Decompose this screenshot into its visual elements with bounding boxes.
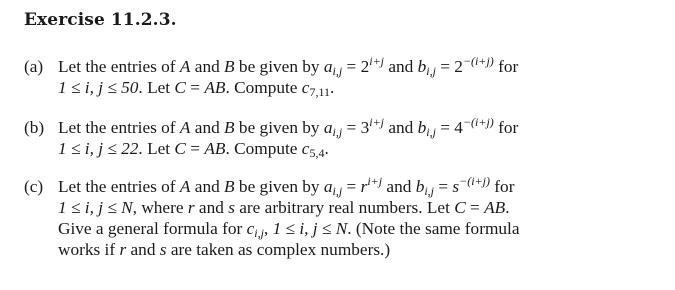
part-c-text: Give a general formula for (58, 219, 247, 238)
part-a (24, 56, 664, 98)
target-entry-subscript: 5,4 (309, 146, 325, 160)
entry-a-symbol: a (323, 57, 333, 76)
equals-sign: = (435, 118, 455, 137)
matrix-a-var: A (179, 57, 191, 76)
entry-a-exponent: i+j (369, 54, 384, 68)
entry-b-symbol: b (417, 57, 427, 76)
variable-r: r (119, 240, 127, 259)
part-a-text: and (190, 57, 225, 76)
part-c-label: (c) (24, 177, 44, 196)
part-c-text: . (505, 198, 510, 217)
entry-b-base: 2 (454, 57, 463, 76)
product-ab: AB (484, 198, 506, 217)
part-b-text: for (493, 118, 519, 137)
entry-a-exponent: i+j (367, 174, 383, 188)
part-b-text: and (190, 118, 225, 137)
product-ab: AB (204, 139, 226, 158)
entry-b-base: 4 (454, 118, 463, 137)
target-entry-symbol: c (301, 78, 310, 97)
entry-b-exponent: −(i+j) (459, 174, 490, 188)
index-range: 1 ≤ i, j ≤ 50 (58, 78, 139, 97)
target-entry-symbol: c (301, 139, 310, 158)
part-c (24, 176, 664, 260)
entry-a-base: r (360, 177, 368, 196)
part-b (24, 117, 664, 159)
matrix-c-var: C (174, 139, 186, 158)
part-a-line-1 (24, 56, 664, 77)
part-c-text: be given by (234, 177, 324, 196)
entry-a-symbol: a (323, 177, 333, 196)
matrix-b-var: B (224, 118, 235, 137)
matrix-a-var: A (179, 177, 191, 196)
part-a-text: be given by (234, 57, 324, 76)
variable-s: s (228, 198, 235, 217)
matrix-c-var: C (454, 198, 466, 217)
part-a-text: . (330, 78, 335, 97)
part-a-text: Let the entries of (58, 57, 180, 76)
entry-b-subscript: i,j (424, 184, 434, 198)
equals-sign: = (185, 78, 205, 97)
equals-sign: = (435, 57, 455, 76)
entry-a-subscript: i,j (332, 184, 343, 198)
part-c-text: for (489, 177, 515, 196)
equals-sign: = (434, 177, 453, 196)
entry-b-exponent: −(i+j) (462, 54, 494, 68)
entry-c-subscript: i,j (254, 226, 264, 240)
equals-sign: = (185, 139, 205, 158)
index-range: 1 ≤ i, j ≤ N (272, 219, 348, 238)
entry-a-exponent: i+j (369, 115, 384, 129)
part-b-line-1 (24, 117, 664, 138)
part-c-text: and (190, 177, 225, 196)
entry-a-base: 3 (360, 118, 370, 137)
equals-sign: = (342, 57, 361, 76)
entry-a-subscript: i,j (332, 64, 343, 78)
index-range: 1 ≤ i, j ≤ 22 (58, 139, 139, 158)
part-c-line-1 (24, 176, 664, 197)
equals-sign: = (465, 198, 485, 217)
entry-b-symbol: b (417, 118, 427, 137)
part-a-text: . Let (138, 78, 175, 97)
part-b-line-2 (24, 138, 664, 159)
part-c-line-3 (24, 218, 664, 239)
matrix-c-var: C (174, 78, 186, 97)
entry-b-subscript: i,j (426, 125, 436, 139)
part-b-text: be given by (234, 118, 324, 137)
part-c-text: , where (132, 198, 188, 217)
part-c-text: . (Note the same formula (347, 219, 520, 238)
equals-sign: = (342, 118, 361, 137)
part-c-line-2 (24, 197, 664, 218)
part-b-text: . Let (138, 139, 175, 158)
equals-sign: = (342, 177, 361, 196)
part-c-text: are arbitrary real numbers. Let (234, 198, 455, 217)
entry-b-symbol: b (415, 177, 425, 196)
comma: , (263, 219, 273, 238)
part-c-text: Let the entries of (58, 177, 180, 196)
exercise-heading: Exercise 11.2.3. (24, 10, 177, 30)
part-b-text: . (324, 139, 329, 158)
variable-s: s (159, 240, 167, 259)
target-entry-subscript: 7,11 (309, 85, 331, 99)
entry-a-base: 2 (360, 57, 370, 76)
part-c-text: are taken as complex numbers.) (166, 240, 391, 259)
entry-a-subscript: i,j (332, 125, 343, 139)
part-a-label: (a) (24, 57, 44, 76)
part-c-text: and (126, 240, 160, 259)
part-c-line-4 (24, 239, 664, 260)
part-c-text: and (194, 198, 229, 217)
entry-b-exponent: −(i+j) (462, 115, 494, 129)
variable-r: r (187, 198, 195, 217)
part-a-line-2 (24, 77, 664, 98)
part-c-text: works if (58, 240, 120, 259)
matrix-a-var: A (179, 118, 191, 137)
part-a-text: for (493, 57, 519, 76)
part-b-text: and (384, 118, 418, 137)
product-ab: AB (204, 78, 226, 97)
index-range: 1 ≤ i, j ≤ N (58, 198, 133, 217)
part-c-text: and (382, 177, 416, 196)
part-b-text: . Compute (225, 139, 302, 158)
part-a-text: . Compute (225, 78, 302, 97)
part-b-text: Let the entries of (58, 118, 180, 137)
entry-b-base: s (452, 177, 460, 196)
matrix-b-var: B (224, 177, 235, 196)
entry-c-symbol: c (246, 219, 255, 238)
part-a-text: and (384, 57, 418, 76)
matrix-b-var: B (224, 57, 235, 76)
entry-a-symbol: a (323, 118, 333, 137)
entry-b-subscript: i,j (426, 64, 436, 78)
part-b-label: (b) (24, 118, 45, 137)
